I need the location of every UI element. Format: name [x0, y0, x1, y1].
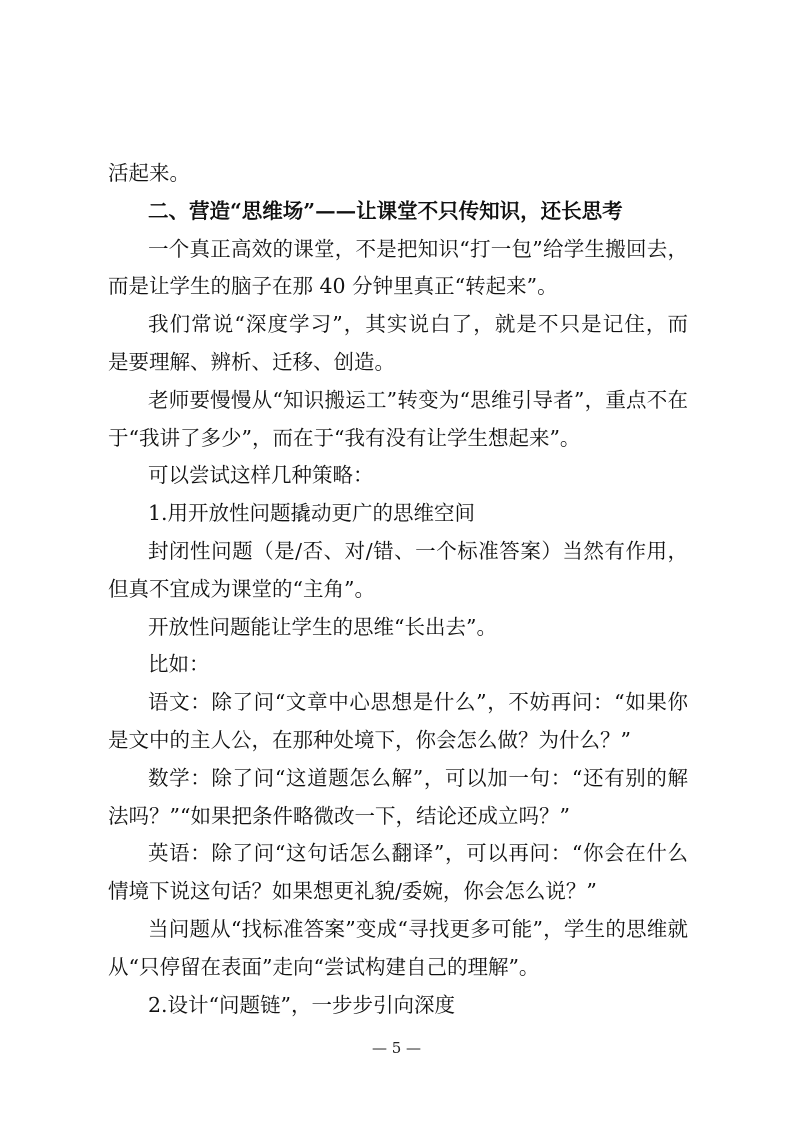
paragraph-line: 数学：除了问“这道题怎么解”，可以加一句：“还有别的解 — [148, 765, 688, 790]
paragraph-line: 语文：除了问“文章中心思想是什么”，不妨再问：“如果你 — [148, 690, 688, 715]
paragraph-line: 我们常说“深度学习”，其实说白了，就是不只是记住，而 — [148, 312, 688, 337]
page-number: — 5 — — [371, 1039, 422, 1057]
subheading-line: 1.用开放性问题撬动更广的思维空间 — [148, 501, 476, 526]
section-heading: 二、营造“思维场”——让课堂不只传知识，还长思考 — [148, 198, 623, 223]
paragraph-line: 开放性问题能让学生的思维“长出去”。 — [148, 614, 497, 639]
paragraph-line: 法吗？”“如果把条件略微改一下，结论还成立吗？” — [108, 803, 570, 828]
paragraph-line: 英语：除了问“这句话怎么翻译”，可以再问：“你会在什么 — [148, 841, 688, 866]
paragraph-line: 老师要慢慢从“知识搬运工”转变为“思维引导者”，重点不在 — [148, 387, 688, 412]
paragraph-line: 比如： — [148, 652, 210, 677]
paragraph-line: 一个真正高效的课堂，不是把知识“打一包”给学生搬回去， — [148, 236, 688, 261]
paragraph-line: 当问题从“找标准答案”变成“寻找更多可能”，学生的思维就 — [148, 917, 688, 941]
paragraph-line: 是文中的主人公，在那种处境下，你会怎么做？为什么？” — [108, 728, 631, 752]
subheading-line: 2.设计“问题链”，一步步引向深度 — [148, 992, 456, 1017]
paragraph-line: 情境下说这句话？如果想更礼貌/委婉，你会怎么说？” — [108, 879, 597, 904]
paragraph-line: 是要理解、辨析、迁移、创造。 — [108, 350, 395, 374]
paragraph-line: 但真不宜成为课堂的“主角”。 — [108, 576, 375, 601]
paragraph-line: 从“只停留在表面”走向“尝试构建自己的理解”。 — [108, 954, 540, 979]
paragraph-line: 于“我讲了多少”，而在于“我有没有让学生想起来”。 — [108, 425, 581, 450]
paragraph-line: 活起来。 — [108, 161, 190, 185]
paragraph-line: 封闭性问题（是/否、对/错、一个标准答案）当然有作用， — [148, 539, 688, 563]
paragraph-line: 而是让学生的脑子在那 40 分钟里真正“转起来”。 — [108, 274, 558, 299]
paragraph-line: 可以尝试这样几种策略： — [148, 463, 374, 488]
